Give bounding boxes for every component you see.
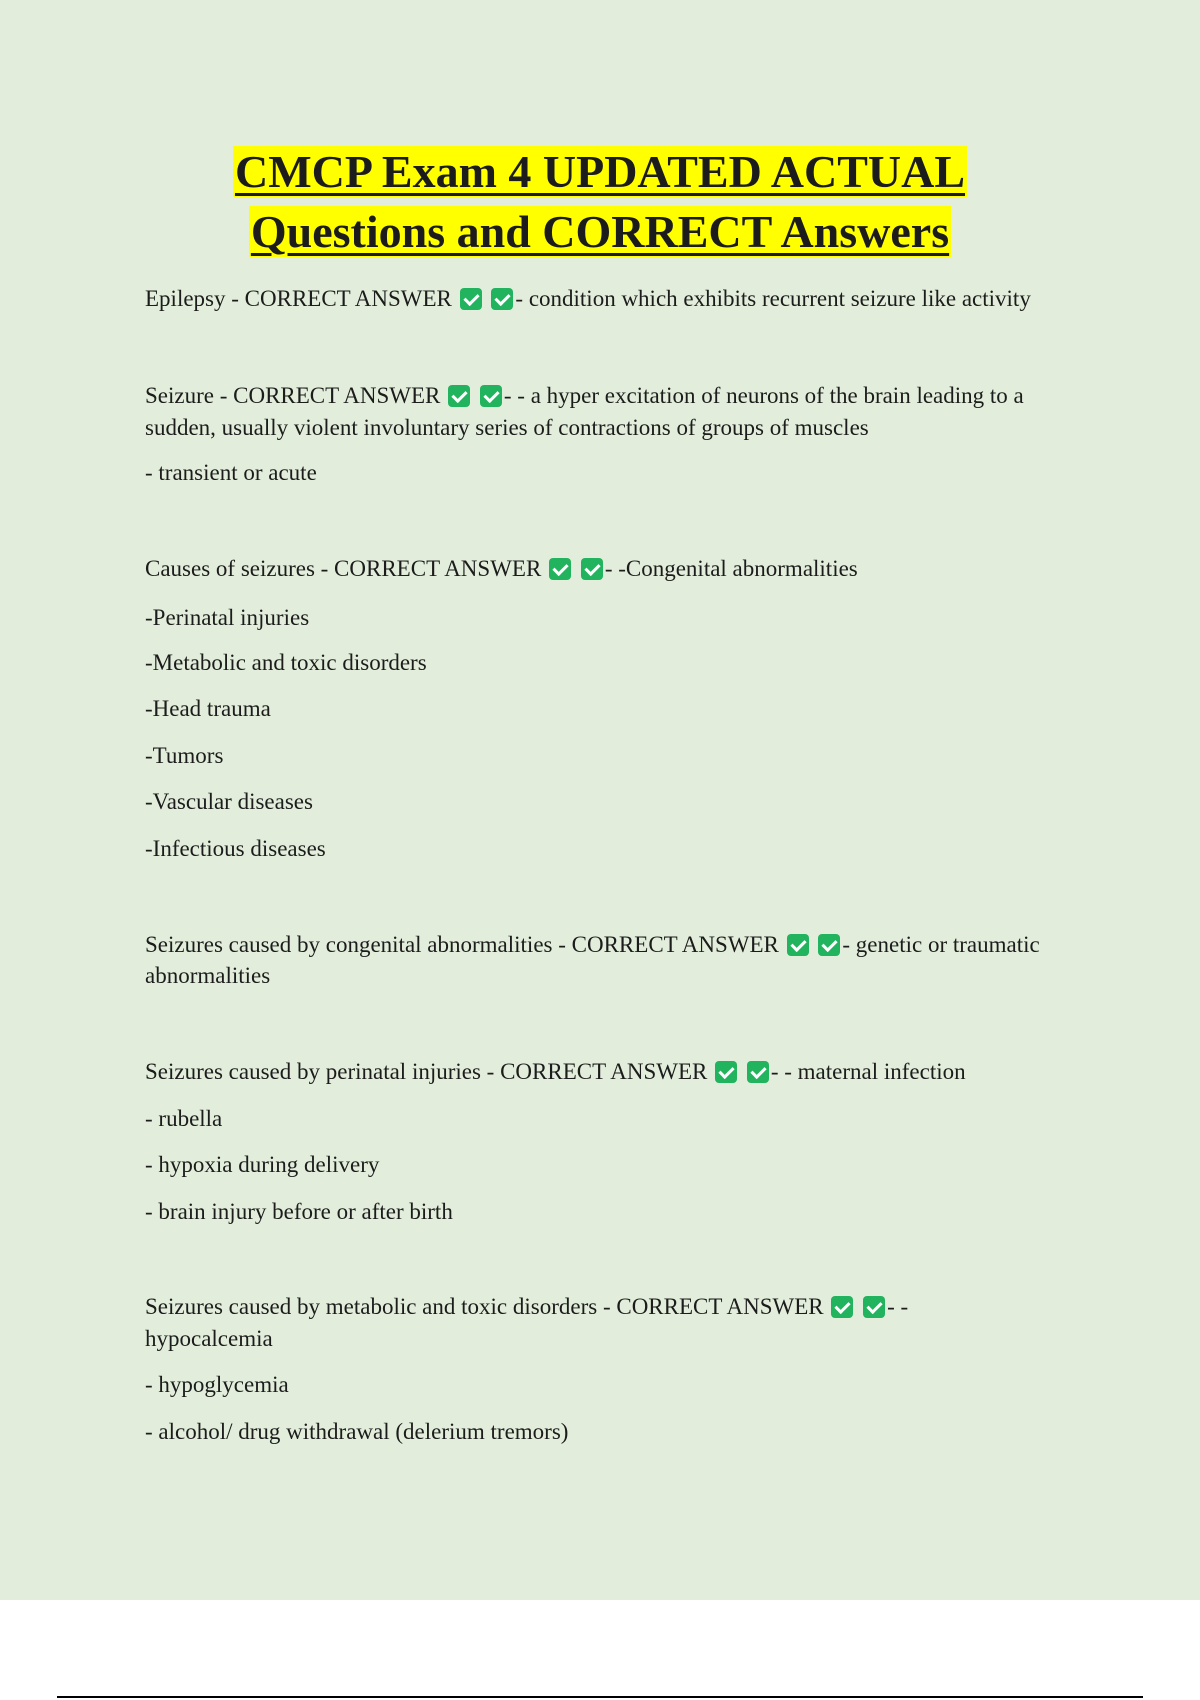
title-line-2: Questions and CORRECT Answers — [250, 206, 950, 257]
list-item: - transient or acute — [145, 460, 317, 485]
qa-answer-continued: sudden, usually violent involuntary series of contractions of groups of muscles — [145, 415, 869, 440]
check-mark-box-icon — [787, 934, 809, 956]
qa-term: Causes of seizures - CORRECT ANSWER — [145, 556, 542, 581]
list-item: -Perinatal injuries — [145, 605, 310, 630]
qa-answer: - condition which exhibits recurrent seizure like activity — [515, 286, 1031, 311]
check-mark-box-icon — [491, 288, 513, 310]
check-mark-box-icon — [448, 385, 470, 407]
qa-congenital — [145, 929, 1085, 961]
check-mark-box-icon — [863, 1296, 885, 1318]
qa-metabolic — [145, 1291, 1085, 1323]
qa-answer: - genetic or traumatic — [842, 932, 1040, 957]
page-divider — [57, 1696, 1143, 1698]
list-item: -Infectious diseases — [145, 836, 326, 861]
qa-term: Seizures caused by congenital abnormalities - CORRECT ANSWER — [145, 932, 779, 957]
list-item: -Tumors — [145, 743, 224, 768]
check-mark-box-icon — [581, 558, 603, 580]
list-item: -Metabolic and toxic disorders — [145, 650, 427, 675]
check-mark-box-icon — [480, 385, 502, 407]
check-mark-box-icon — [715, 1061, 737, 1083]
check-mark-box-icon — [831, 1296, 853, 1318]
qa-answer: - - maternal infection — [770, 1059, 966, 1084]
list-item: - rubella — [145, 1106, 223, 1131]
list-item: - alcohol/ drug withdrawal (delerium tremors) — [145, 1419, 569, 1444]
qa-answer-continued: hypocalcemia — [145, 1326, 273, 1351]
document-title — [0, 142, 1200, 262]
check-mark-box-icon — [818, 934, 840, 956]
qa-perinatal — [145, 1056, 1085, 1088]
qa-term: Seizure - CORRECT ANSWER — [145, 383, 441, 408]
title-line-1: CMCP Exam 4 UPDATED ACTUAL — [234, 146, 966, 197]
check-mark-box-icon — [747, 1061, 769, 1083]
qa-term: Seizures caused by perinatal injuries - CORRECT ANSWER — [145, 1059, 708, 1084]
qa-answer: - - a hyper excitation of neurons of the brain leading to a — [503, 383, 1024, 408]
list-item: - hypoxia during delivery — [145, 1152, 380, 1177]
qa-seizure — [145, 380, 1085, 412]
qa-answer: - -Congenital abnormalities — [604, 556, 858, 581]
check-mark-box-icon — [460, 288, 482, 310]
qa-term: Epilepsy - CORRECT ANSWER — [145, 286, 452, 311]
qa-answer-continued: abnormalities — [145, 963, 271, 988]
list-item: - brain injury before or after birth — [145, 1199, 453, 1224]
qa-term: Seizures caused by metabolic and toxic disorders - CORRECT ANSWER — [145, 1294, 824, 1319]
list-item: -Head trauma — [145, 696, 271, 721]
list-item: - hypoglycemia — [145, 1372, 289, 1397]
qa-answer: - - — [887, 1294, 909, 1319]
qa-epilepsy — [145, 283, 1085, 315]
check-mark-box-icon — [549, 558, 571, 580]
qa-causes — [145, 553, 1085, 585]
list-item: -Vascular diseases — [145, 789, 313, 814]
